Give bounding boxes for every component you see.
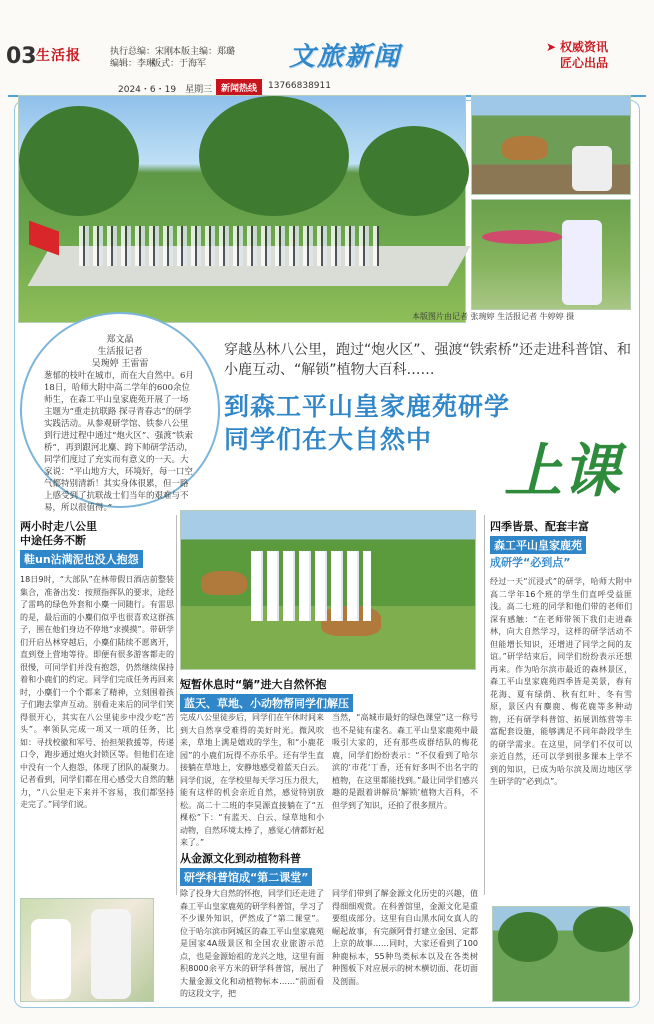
headline-big-chars: 上课 xyxy=(504,437,621,505)
deer-photo-mid xyxy=(471,199,631,310)
article4-title: 四季皆景、配套丰富 xyxy=(490,520,589,533)
article2 xyxy=(180,678,480,712)
hotline-number: 13766838911 xyxy=(268,81,331,91)
page-number: 03 xyxy=(6,44,37,69)
byline-name: 郑文晶 xyxy=(106,335,134,345)
newspaper-logo: 生活报 xyxy=(36,48,81,64)
byline-role: 生活报记者 xyxy=(97,347,143,357)
deck: 穿越丛林八公里，跑过“炮火区”、强渡“铁索桥”还走进科普馆、和小鹿互动、“解锁”植物大百科…… xyxy=(224,342,632,378)
issue-date: 2024・6・19 星期三 xyxy=(118,85,213,95)
article1 xyxy=(20,520,174,884)
editor: 编辑：李琳 xyxy=(110,59,156,69)
deer-photo-top xyxy=(471,95,631,195)
section-title: 文旅新闻 xyxy=(288,42,401,72)
article3 xyxy=(180,852,330,886)
column-rule-right xyxy=(484,515,485,895)
article1-subtitle: 鞋un沾满泥也没人抱怨 xyxy=(20,550,143,568)
designer: 版式：于海军 xyxy=(152,59,207,69)
motto-line1: 权威资讯 xyxy=(560,40,609,54)
byline-reporters: 吴琬婷 王雷雷 xyxy=(91,359,149,369)
article4-subtitle2: 成研学“必到点” xyxy=(490,556,571,569)
page-editor: 本版主编：郑璐 xyxy=(172,47,236,57)
article3-subtitle: 研学科普馆成“第二课堂” xyxy=(180,868,312,886)
arrow-icon: ➤ xyxy=(546,40,557,54)
headline-line2: 同学们在大自然中 xyxy=(224,425,433,454)
students-photo xyxy=(20,898,154,1002)
article3-title: 从金源文化到动植物科普 xyxy=(180,852,301,865)
article3-body-left: 除了投身大自然的怀抱，同学们还走进了森工平山皇家鹿苑的研学科普馆，学习了不少课外知识，俨然成了“第二课堂”。位于哈尔滨市阿城区的森工平山皇家鹿苑是国家4A级景区和全国农业旅游示范点，也是金源始祖的龙兴之地，这里有面积8000余平方米的研学科普馆，展出了大量金源文化和动植物标本……“前面看的这段文字，把 xyxy=(180,889,324,998)
article1-title2: 中途任务不断 xyxy=(20,534,86,547)
article2-subtitle: 蓝天、草地、小动物帮同学们解压 xyxy=(180,694,353,712)
article3-body-right: 同学们带到了解金源文化历史的兴趣，值得细细观赏。在科普馆里，金源文化是重要组成部分。这里有自山黑水间女真人的崛起故事，有完颜阿骨打建立金国、定都上京的故事……同时，大家还看到了100种鹿标本，55种鸟类标本以及在各类树种图板下对应展示的树木横切面、花切面及剖面。 xyxy=(332,889,478,986)
article1-body: 18日9时，“大部队”在林带假日酒店前整装集合，准备出发：按照指挥队的要求，途经了雷鸣的绿色外套和小麋一同随行。有雷思的是，最后面的小麋们似乎也很喜欢这群孩子，围在他们身边不停地“求摸摸”。带研学们开启丛林穿越后，小麋们陆续不愿离开，直到登上营地等待。即便有很多游客都走的很慢，可同学们并没有抱怨，仍然继续保持着和小鹿们的约定。同学们完成任务再回来时，小麋们一个个都来了精神，立刻围着孩子们跑去掌声互动。别看走来后的同学们笑得很开心，其实在八公里徒步中没少吃“苦头”。率领队完成一项又一项的任务，比如：寻找校徽和军号、抬担架救援等，传递口令，跑步通过炮火封锁区等。但他们在途中没有一个人抱怨，体现了团队的凝聚力。记者看到，同学们都在用心感受大自然的魅力，“八公里走下来并不容易，我们都坚持走完了。”同学们说。 xyxy=(20,575,174,809)
article1-title1: 两小时走八公里 xyxy=(20,520,97,533)
article2-body-left: 完成八公里徒步后，同学们在午休时间来到大自然享受难得的美好时光。微风吹来，草地上满是嬉戏的学生，和“小鹿花园”的小鹿们玩得不亦乐乎。还有学生直接躺在草地上，安静地感受着蓝天白云。同学们说，在学校里每天学习压力很大，能有这样的机会亲近自然，感觉特别放松。高二十二班的李昊源直接躺在了“五棵松”下：“有蓝天、白云、绿草地和小动物，自然环境太棒了，感觉心情都好起来了。” xyxy=(180,713,324,847)
headline xyxy=(224,390,524,456)
intro-text: 葱郁的枝叶在城市，而在大自然中。6月18日，哈师大附中高二学年的600余位师生，在森工平山皇家鹿苑开展了一场主题为“重走抗联路 探寻青春志”的研学实践活动。从参观研学馆、铁参八公里到行进过程中通过“炮火区”、强渡“铁索桥”，再到跟河北麋、跨下帅研学活动，同学们度过了充实而有意义的一天。大家说：“平山地方大，环境好，每一口空气都特别清新！其实身体很累，但一路上感受到了抗联战士们当年的艰难与不易，所以很值得。” xyxy=(44,371,194,513)
column-rule xyxy=(176,515,177,895)
group-photo xyxy=(180,510,476,670)
headline-line1: 到森工平山皇家鹿苑研学 xyxy=(224,392,511,421)
article2-body-right: 当然，“高城市最好的绿色课堂”这一称号也不是徒有虚名。森工平山皇家鹿苑中最吸引大家的，还有那些成群结队的梅花鹿，同学们纷纷表示：“不仅看到了哈尔滨的‘市花’丁香，还有好多叫不出名字的植物，在这里都能找到。”最让同学们感兴趣的是跟着讲解员‘解锁’植物大百科，不但学到了知识，还拍了很多照片。 xyxy=(332,713,478,810)
article2-title: 短暂休息时“躺”进大自然怀抱 xyxy=(180,678,327,691)
motto-line2: 匠心出品 xyxy=(560,56,609,70)
article4-subtitle1: 森工平山皇家鹿苑 xyxy=(490,536,586,554)
intro-circle xyxy=(20,312,220,513)
hotline-badge: 新闻热线 xyxy=(216,79,262,96)
article4 xyxy=(490,520,632,906)
main-photo xyxy=(18,95,466,323)
exec-editor: 执行总编：宋刚 xyxy=(110,47,174,57)
article4-body: 经过一天“沉浸式”的研学，哈师大附中高二学年16个班的学生们直呼受益匪浅。高二七班的同学和他们带的老师们深有感触：“在老师带领下我们走进森林，向大自然学习，这样的研学活动不但能增长知识，还增进了同学之间的友谊。”研学结束后，同学们纷纷表示还想再来。作为哈尔滨市最近的森林景区，森工平山皇家鹿苑四季皆是美景，春有花海、夏有绿荫、秋有红叶、冬有雪原，景区内有麋鹿、梅花鹿等多种动物，还有研学科普馆、拓展训练营等丰富配套设施，能够满足不同年龄段学生的研学需求。在这里，同学们不仅可以亲近自然，还可以学到很多课本上学不到的知识，已成为哈尔滨及周边地区学生研学的“必到点”。 xyxy=(490,577,632,786)
photo-credit: 本版图片由记者 张琬婷 生活报记者 牛婷婷 摄 xyxy=(412,312,575,321)
lawn-photo xyxy=(492,906,630,1002)
